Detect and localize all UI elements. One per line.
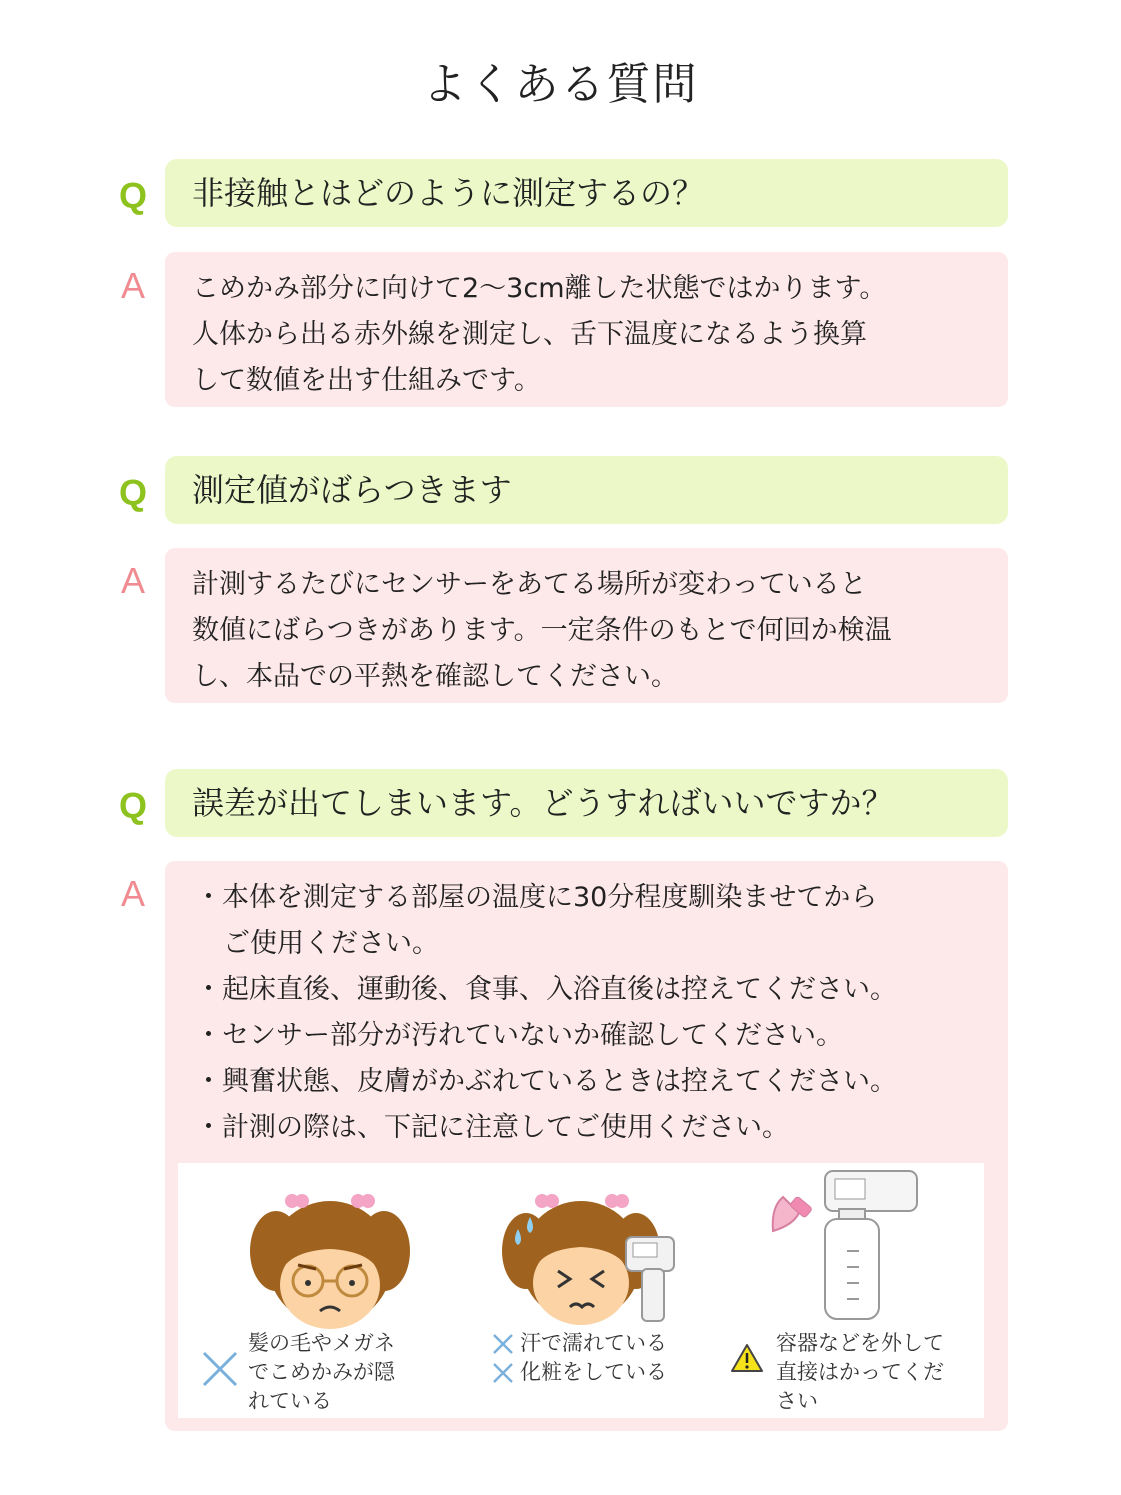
bullet-list [165, 875, 988, 1151]
caution-caption [776, 1329, 944, 1416]
question-mark: Q [118, 785, 147, 826]
caution-caption [248, 1329, 395, 1416]
caption-line: 容器などを外して [776, 1331, 944, 1355]
question-box [165, 769, 1008, 837]
bullet-item: ・興奮状態、皮膚がかぶれているときは控えてください。 [195, 1066, 897, 1097]
caption-line: 汗で濡れている [520, 1331, 667, 1355]
answer-line: し、本品での平熱を確認してください。 [192, 661, 678, 692]
caption-line: さい [776, 1389, 818, 1413]
answer-line: 計測するたびにセンサーをあてる場所が変わっていると [192, 569, 867, 600]
warning-icon [730, 1343, 764, 1373]
answer-box [165, 548, 1008, 703]
cross-icon [492, 1362, 514, 1384]
question-box [165, 456, 1008, 524]
thermometer-and-bottle-illustration [763, 1167, 933, 1327]
caption-line: 髪の毛やメガネ [248, 1331, 395, 1355]
sweating-girl-illustration [496, 1179, 686, 1339]
answer-line: こめかみ部分に向けて2〜3cm離した状態ではかります。 [192, 273, 887, 304]
answer-line: して数値を出す仕組みです。 [192, 365, 541, 396]
answer-mark: A [120, 873, 145, 914]
question-mark: Q [118, 472, 147, 513]
question-mark: Q [118, 175, 147, 216]
answer-mark: A [120, 265, 145, 306]
caution-illustration-panel [178, 1163, 984, 1418]
bullet-item: ・計測の際は、下記に注意してご使用ください。 [195, 1112, 789, 1143]
bullet-item: ・本体を測定する部屋の温度に30分程度馴染ませてから [195, 882, 878, 913]
question-text: 測定値がばらつきます [192, 471, 512, 509]
cross-icon [200, 1349, 240, 1389]
answer-line: 人体から出る赤外線を測定し、舌下温度になるよう換算 [192, 319, 867, 350]
bullet-item: ・起床直後、運動後、食事、入浴直後は控えてください。 [195, 974, 897, 1005]
caption-line: 化粧をしている [520, 1360, 667, 1384]
answer-line: 数値にばらつきがあります。一定条件のもとで何回か検温 [192, 615, 892, 646]
caption-line: 直接はかってくだ [776, 1360, 944, 1384]
bullet-item: ・センサー部分が汚れていないか確認してください。 [195, 1020, 843, 1051]
page-title: よくある質問 [422, 59, 699, 110]
question-text: 誤差が出てしまいます。どうすればいいですか？ [192, 784, 894, 822]
question-box [165, 159, 1008, 227]
cross-icon [492, 1333, 514, 1355]
question-text: 非接触とはどのように測定するの？ [192, 174, 705, 212]
caption-line: れている [248, 1389, 332, 1413]
caution-caption [520, 1329, 667, 1387]
answer-box [165, 252, 1008, 407]
caption-line: でこめかみが隠 [248, 1360, 395, 1384]
answer-mark: A [120, 560, 145, 601]
bullet-item-continued: ご使用ください。 [223, 928, 439, 959]
girl-with-glasses-illustration [240, 1181, 420, 1341]
